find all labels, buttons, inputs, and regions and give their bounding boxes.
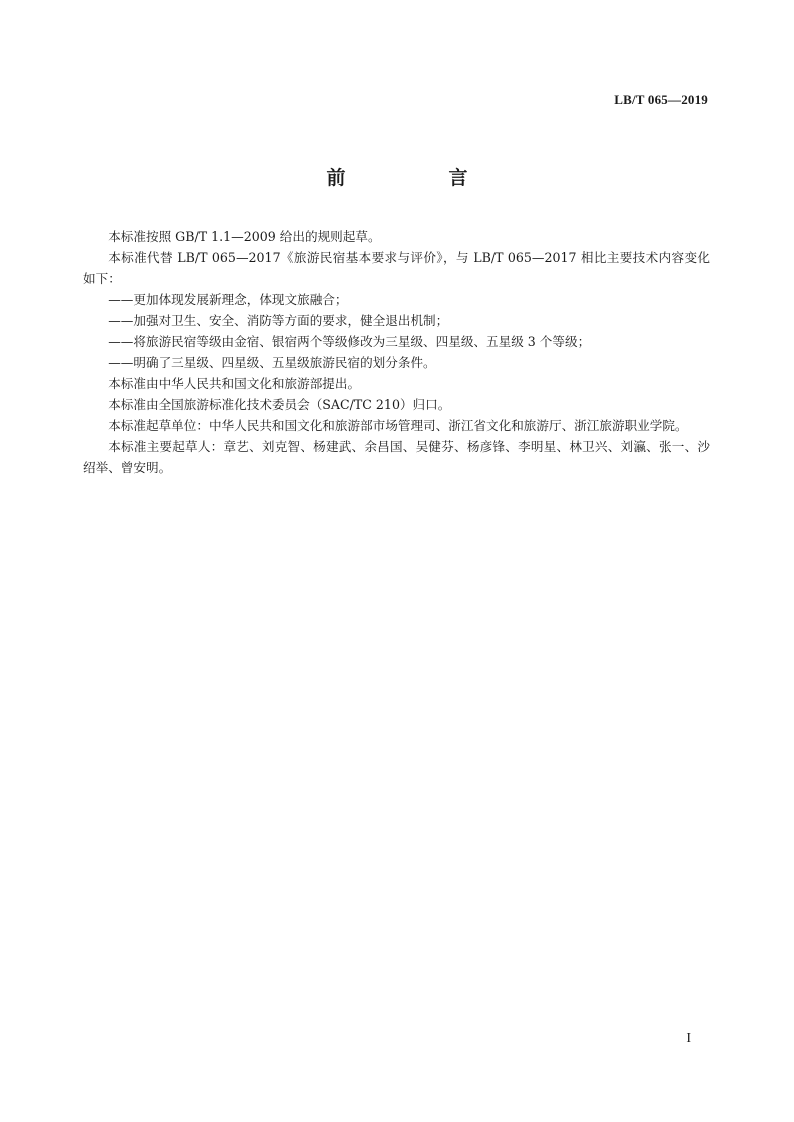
paragraph-drafters: 本标准主要起草人：章艺、刘克智、杨建武、余昌国、吴健芬、杨彦锋、李明星、林卫兴、刘瀛、张一、沙绍举、曾安明。: [83, 439, 710, 475]
list-item: ——明确了三星级、四星级、五星级旅游民宿的划分条件。: [108, 355, 436, 370]
paragraph-drafting-rule: 本标准按照 GB/T 1.1—2009 给出的规则起草。: [108, 229, 381, 244]
foreword-body: [83, 226, 710, 478]
page-number: I: [686, 1031, 691, 1046]
page-title: 前 言: [326, 167, 510, 189]
paragraph-committee: 本标准由全国旅游标准化技术委员会（SAC/TC 210）归口。: [108, 397, 451, 412]
paragraph-proposer: 本标准由中华人民共和国文化和旅游部提出。: [108, 376, 361, 391]
list-item: ——加强对卫生、安全、消防等方面的要求，健全退出机制；: [108, 313, 449, 328]
standard-code: LB/T 065—2019: [614, 92, 708, 107]
paragraph-drafting-units: 本标准起草单位：中华人民共和国文化和旅游部市场管理司、浙江省文化和旅游厅、浙江旅游职业学院。: [108, 418, 688, 433]
paragraph-replacement: 本标准代替 LB/T 065—2017《旅游民宿基本要求与评价》，与 LB/T 065—2017 相比主要技术内容变化如下：: [83, 250, 710, 286]
list-item: ——更加体现发展新理念，体现文旅融合；: [108, 292, 348, 307]
list-item: ——将旅游民宿等级由金宿、银宿两个等级修改为三星级、四星级、五星级 3 个等级；: [108, 334, 591, 349]
